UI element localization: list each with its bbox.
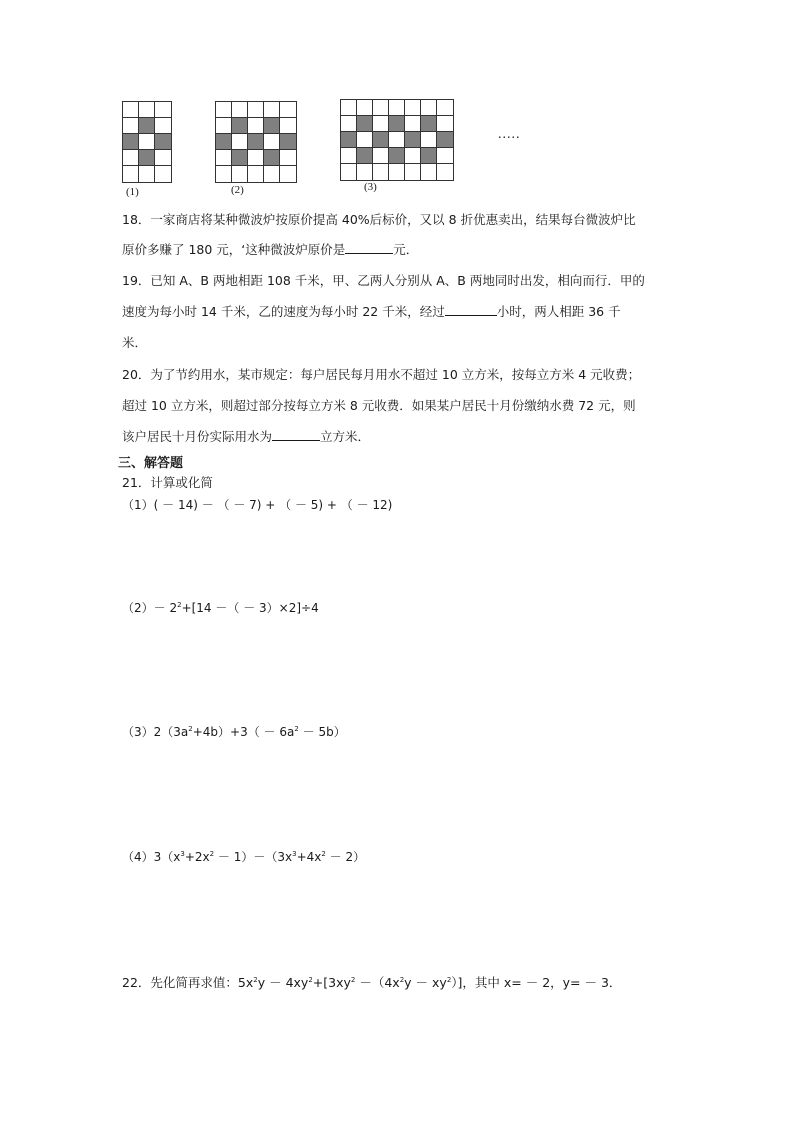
grid-cell-shaded: [437, 132, 453, 148]
grid-cell-shaded: [248, 134, 264, 150]
question-18-unit: 元．: [393, 242, 419, 257]
question-18-line-1: 18．一家商店将某种微波炉按原价提高 40%后标价，又以 8 折优惠卖出，结果每台微波炉比: [122, 212, 636, 227]
grid-cell: [405, 100, 421, 116]
grid-cell: [437, 116, 453, 132]
question-21-title: 21．计算或化简: [122, 475, 213, 490]
grid-cell: [280, 118, 296, 134]
grid-cell: [341, 116, 357, 132]
answer-blank-18: [345, 241, 393, 254]
pattern-figure-3: [340, 99, 454, 181]
figure-label-3: (3): [364, 181, 377, 193]
grid-cell: [155, 102, 171, 118]
grid-cell: [437, 100, 453, 116]
grid-cell: [389, 132, 405, 148]
grid-cell: [248, 118, 264, 134]
grid-cell-shaded: [139, 150, 155, 166]
question-21-part-1: （1）( － 14) － （ － 7) + （ － 5) + （ － 12): [122, 498, 393, 512]
grid-cell: [123, 102, 139, 118]
grid-cell-shaded: [264, 118, 280, 134]
grid-cell: [264, 102, 280, 118]
grid-cell: [341, 164, 357, 180]
grid-cell: [232, 134, 248, 150]
question-19-line-3: 米．: [122, 335, 148, 350]
grid-cell: [373, 116, 389, 132]
grid-cell-shaded: [232, 150, 248, 166]
grid-cell: [264, 134, 280, 150]
question-20-line-1: 20．为了节约用水，某市规定：每户居民每月用水不超过 10 立方米，按每立方米 4 元收费；: [122, 367, 641, 382]
grid-cell: [248, 150, 264, 166]
grid-cell: [421, 100, 437, 116]
grid-cell-shaded: [357, 116, 373, 132]
grid-cell: [373, 148, 389, 164]
question-20-text: 该户居民十月份实际用水为: [122, 429, 273, 444]
question-22: 22．先化简再求值：$5x^2y - 4xy^2+[3xy^2 -(4x^2y - xy^2)]$，其中 x= － 2，y= － 3．: [122, 975, 622, 990]
grid-cell-shaded: [139, 118, 155, 134]
grid-cell: [373, 164, 389, 180]
figure-ellipsis: .....: [498, 127, 521, 142]
question-19-text: 速度为每小时 14 千米，乙的速度为每小时 22 千米，经过: [122, 304, 445, 319]
grid-cell: [389, 164, 405, 180]
grid-cell: [341, 148, 357, 164]
answer-blank-19: [445, 303, 497, 316]
grid-cell: [280, 166, 296, 182]
grid-cell: [216, 166, 232, 182]
grid-cell: [216, 118, 232, 134]
grid-cell: [389, 100, 405, 116]
grid-cell: [248, 166, 264, 182]
grid-cell: [216, 102, 232, 118]
grid-cell: [123, 118, 139, 134]
grid-cell: [405, 148, 421, 164]
grid-cell: [155, 166, 171, 182]
question-19-line-2: [122, 302, 621, 320]
grid-cell-shaded: [405, 132, 421, 148]
grid-cell-shaded: [421, 116, 437, 132]
question-20-unit: 立方米．: [320, 429, 371, 444]
grid-cell: [341, 100, 357, 116]
grid-cell: [139, 134, 155, 150]
figure-label-1: (1): [126, 186, 139, 198]
grid-cell: [280, 150, 296, 166]
question-20-line-2: 超过 10 立方米，则超过部分按每立方米 8 元收费．如果某户居民十月份缴纳水费 72 元，则: [122, 398, 636, 413]
grid-cell: [264, 166, 280, 182]
figure-label-2: (2): [231, 184, 244, 196]
grid-cell: [232, 166, 248, 182]
grid-cell: [123, 150, 139, 166]
grid-cell: [437, 164, 453, 180]
grid-cell: [357, 164, 373, 180]
question-21-part-4: $(4)3(x^3+2x^2 - 1)-(3x^3+4x^2 - 2)$: [122, 850, 366, 864]
pattern-figure-2: [215, 101, 297, 183]
grid-cell-shaded: [280, 134, 296, 150]
grid-cell: [155, 118, 171, 134]
grid-cell-shaded: [216, 134, 232, 150]
grid-cell: [123, 166, 139, 182]
grid-cell: [421, 164, 437, 180]
question-20-line-3: [122, 427, 370, 445]
answer-blank-20: [272, 428, 320, 441]
grid-cell: [421, 132, 437, 148]
question-19-line-1: 19．已知 A、B 两地相距 108 千米，甲、乙两人分别从 A、B 两地同时出发，相向而行．甲的: [122, 273, 645, 288]
grid-cell: [405, 116, 421, 132]
pattern-figure-1: [122, 101, 172, 183]
grid-cell: [357, 132, 373, 148]
section-title: 三、解答题: [118, 456, 184, 471]
question-21-part-3: $(3)2(3a^2+4b)+3( - 6a^2 - 5b)$: [122, 725, 346, 739]
grid-cell-shaded: [421, 148, 437, 164]
grid-cell-shaded: [155, 134, 171, 150]
grid-cell-shaded: [232, 118, 248, 134]
question-19-text-2: 小时，两人相距 36 千: [496, 304, 621, 319]
grid-cell-shaded: [357, 148, 373, 164]
question-18-line-2: [122, 240, 418, 258]
grid-cell: [232, 102, 248, 118]
grid-cell: [357, 100, 373, 116]
question-21-part-2: $(2)- 2^2+[14$ －（ － 3）×2]÷4: [122, 601, 319, 615]
grid-cell-shaded: [123, 134, 139, 150]
question-18-text: 原价多赚了 180 元，‘这种微波炉原价是: [122, 242, 346, 257]
grid-cell: [216, 150, 232, 166]
grid-cell-shaded: [389, 148, 405, 164]
grid-cell: [373, 100, 389, 116]
grid-cell: [139, 102, 155, 118]
grid-cell: [139, 166, 155, 182]
grid-cell-shaded: [264, 150, 280, 166]
grid-cell-shaded: [389, 116, 405, 132]
grid-cell: [405, 164, 421, 180]
grid-cell-shaded: [341, 132, 357, 148]
grid-cell: [155, 150, 171, 166]
grid-cell-shaded: [373, 132, 389, 148]
grid-cell: [437, 148, 453, 164]
grid-cell: [248, 102, 264, 118]
grid-cell: [280, 102, 296, 118]
